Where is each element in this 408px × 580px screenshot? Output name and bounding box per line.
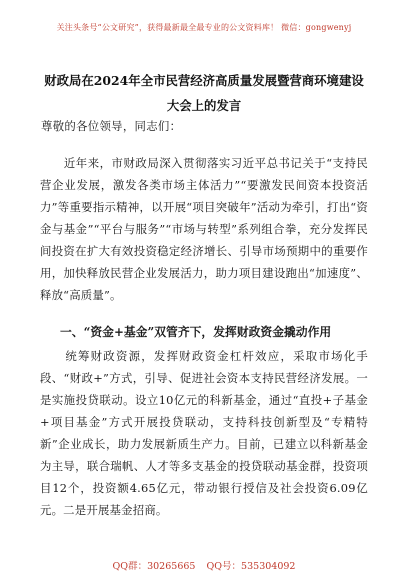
paragraph-intro-text: 近年来，市财政局深入贯彻落实习近平总书记关于“支持民营企业发展，激发各类市场主体活力”“要激发民间资本投资活力”等重要指示精神，以开展“项目突破年”活动为牵引，打出“资金与基金”“平台与服务”“市场与转型”系列组合拳，充分发挥民间投资在扩大有效投资稳定经济增长、引导市场预期中的重要作用，加快释放民营企业发展活力，助力项目建设跑出“加速度”、释放“高质量”。 [40, 156, 368, 302]
contact-footer [0, 558, 408, 572]
qq-group-text: QQ群：30265665 [112, 561, 196, 572]
qq-number-text: QQ号：535304092 [206, 561, 296, 572]
section-heading-1: 一、“资金+基金”双管齐下，发挥财政资金撬动作用 [60, 325, 332, 339]
salutation: 尊敬的各位领导，同志们： [41, 119, 182, 133]
paragraph-intro [40, 152, 368, 306]
paragraph-section-1-text: 统筹财政资源，发挥财政资金杠杆效应，采取市场化手段、“财政+”方式，引导、促进社会资本支持民营经济发展。一是实施投贷联动。设立10亿元的科新基金，通过“直投+子基金+项目基金”方式开展投贷联动，支持科技创新型及“专精特新”企业成长，助力发展新质生产力。目前，已建立以科新基金为主导，联合瑞帆、人才等多支基金的投贷联动基金群，投资项目12个，投资额4.65亿元，带动银行授信及社会投资6.09亿元。二是开展基金招商。 [40, 349, 368, 517]
paragraph-section-1 [40, 345, 368, 521]
document-title: 财政局在2024年全市民营经济高质量发展暨营商环境建设大会上的发言 [44, 73, 364, 113]
promo-banner: 关注头条号“公文研究”，获得最新最全最专业的公文资料库！ 微信：gongwenyj [56, 23, 352, 32]
